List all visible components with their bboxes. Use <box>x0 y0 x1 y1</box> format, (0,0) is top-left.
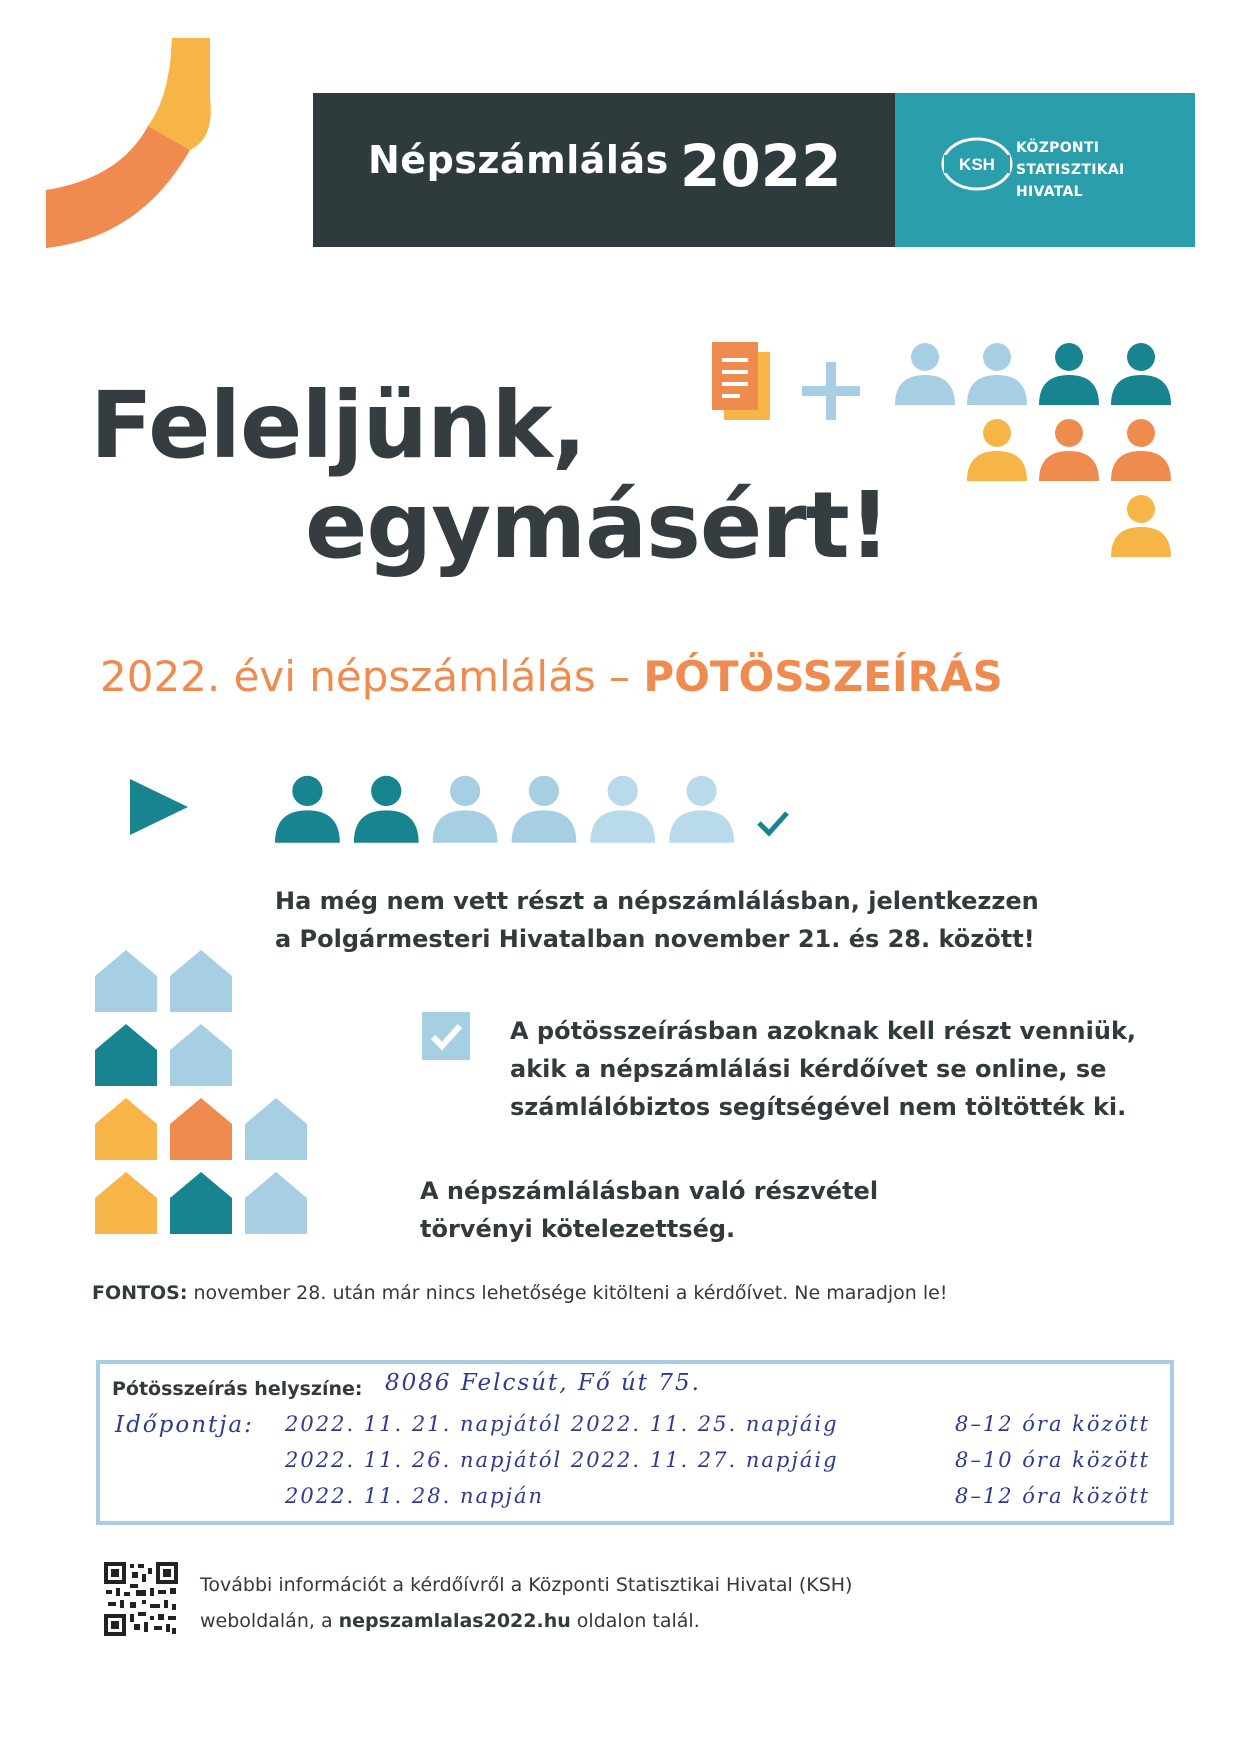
document-icon <box>710 340 772 422</box>
house-icon <box>95 1098 157 1160</box>
subtitle <box>100 652 1003 701</box>
person-icon <box>967 343 1027 405</box>
house-icon <box>170 1098 232 1160</box>
person-icon <box>669 776 734 843</box>
checkbox-icon <box>422 1012 470 1060</box>
time-row-2-dates: 2022. 11. 26. napjától 2022. 11. 27. napjáig <box>285 1448 839 1472</box>
ksh-logo-text: KSH <box>959 155 995 174</box>
agency-line-2: STATISZTIKAI <box>1016 162 1125 178</box>
time-row-1-hours: 8–12 óra között <box>955 1412 1151 1436</box>
house-icon <box>170 950 232 1012</box>
play-icon <box>128 777 190 837</box>
person-icon <box>512 776 577 843</box>
person-icon <box>275 776 340 843</box>
location-label: Pótösszeírás helyszíne: <box>112 1378 363 1400</box>
plus-icon <box>800 360 862 422</box>
location-address: 8086 Felcsút, Fő út 75. <box>385 1370 701 1396</box>
intro-line-2: a Polgármesteri Hivatalban november 21. és 28. között! <box>275 925 1035 953</box>
time-row-1-dates: 2022. 11. 21. napjától 2022. 11. 25. napjáig <box>285 1412 839 1436</box>
person-icon <box>1039 343 1099 405</box>
person-icon <box>433 776 498 843</box>
eligibility-line-1: A pótösszeírásban azoknak kell részt venniük, <box>510 1017 1137 1045</box>
house-icon <box>95 950 157 1012</box>
ksh-logo-icon <box>940 137 1014 191</box>
house-icon <box>245 1098 307 1160</box>
website-link[interactable]: nepszamlalas2022.hu <box>338 1610 571 1632</box>
house-icon <box>95 1024 157 1086</box>
subtitle-emphasis: PÓTÖSSZEÍRÁS <box>643 652 1003 701</box>
subtitle-prefix: 2022. évi népszámlálás – <box>100 652 644 701</box>
footer-prefix: weboldalán, a <box>200 1610 339 1632</box>
agency-line-1: KÖZPONTI <box>1016 140 1100 156</box>
check-icon <box>759 813 787 833</box>
headline-line-2: egymásért! <box>305 472 890 579</box>
agency-line-3: HIVATAL <box>1016 184 1083 200</box>
time-row-3-dates: 2022. 11. 28. napján <box>285 1484 544 1508</box>
person-icon <box>590 776 655 843</box>
person-icon <box>354 776 419 843</box>
obligation-line-2: törvényi kötelezettség. <box>420 1215 736 1243</box>
house-icon <box>170 1024 232 1086</box>
notice-text: november 28. után már nincs lehetősége kitölteni a kérdőívet. Ne maradjon le! <box>187 1282 948 1304</box>
house-icon <box>245 1172 307 1234</box>
footer-suffix: oldalon talál. <box>570 1610 700 1632</box>
obligation-line-1: A népszámlálásban való részvétel <box>420 1177 879 1205</box>
person-icon <box>1111 495 1171 557</box>
headline-line-1: Feleljünk, <box>90 372 586 479</box>
person-icon <box>1039 419 1099 481</box>
people-progress-row <box>275 765 815 845</box>
person-icon <box>1111 343 1171 405</box>
footer-line-1: További információt a kérdőívről a Központi Statisztikai Hivatal (KSH) <box>200 1574 853 1596</box>
houses-pictogram <box>95 950 315 1240</box>
person-icon <box>967 419 1027 481</box>
banner-title: Népszámlálás <box>368 138 669 182</box>
important-notice <box>92 1282 947 1304</box>
eligibility-line-3: számlálóbiztos segítségével nem töltötték ki. <box>510 1093 1127 1121</box>
family-pictogram <box>895 335 1195 575</box>
person-icon <box>895 343 955 405</box>
footer-line-2 <box>200 1610 700 1632</box>
time-row-2-hours: 8–10 óra között <box>955 1448 1151 1472</box>
house-icon <box>170 1172 232 1234</box>
eligibility-line-2: akik a népszámlálási kérdőívet se online, se <box>510 1055 1107 1083</box>
time-row-3-hours: 8–12 óra között <box>955 1484 1151 1508</box>
banner-year: 2022 <box>680 132 842 200</box>
intro-line-1: Ha még nem vett részt a népszámlálásban, jelentkezzen <box>275 887 1039 915</box>
house-icon <box>95 1172 157 1234</box>
time-label: Időpontja: <box>115 1412 254 1438</box>
corner-arc-decoration <box>40 38 230 248</box>
qr-code-icon[interactable] <box>104 1562 178 1636</box>
person-icon <box>1111 419 1171 481</box>
notice-label: FONTOS: <box>92 1282 188 1304</box>
